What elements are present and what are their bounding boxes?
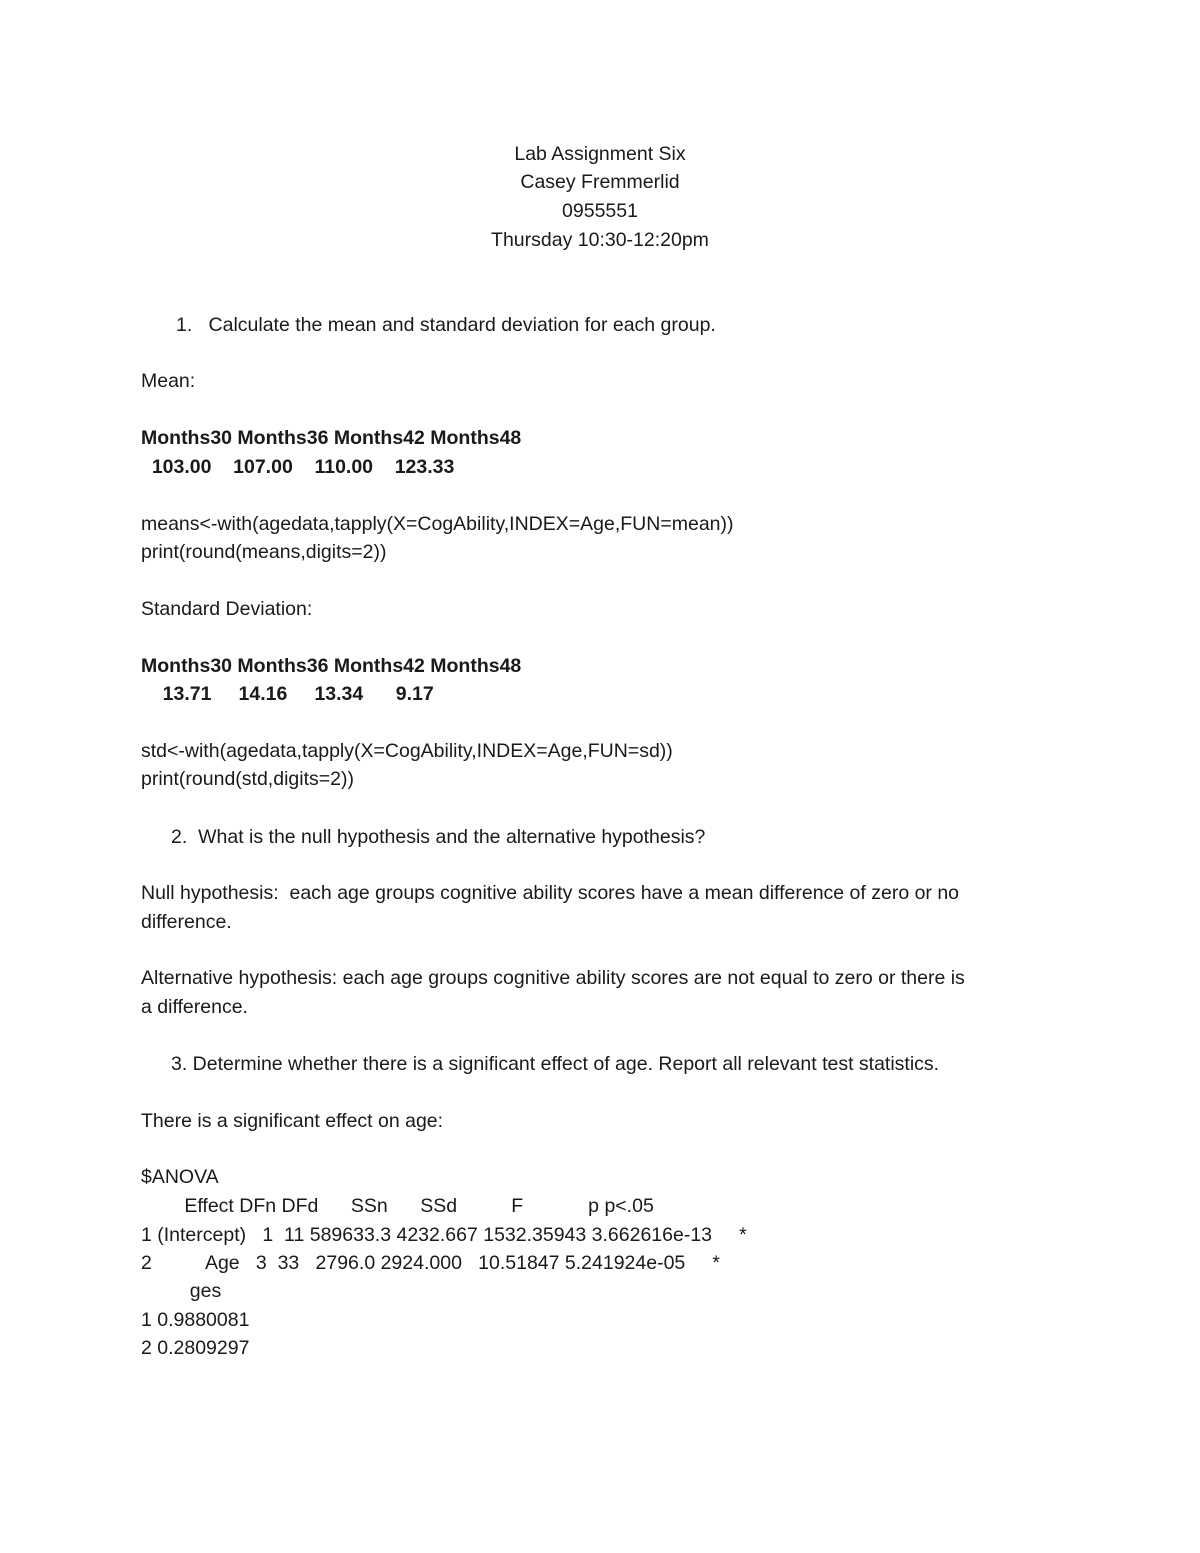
anova-label: $ANOVA (141, 1166, 219, 1188)
student-id: 0955551 (562, 200, 638, 222)
mean-table-header: Months30 Months36 Months42 Months48 (141, 427, 522, 449)
q3-answer: There is a significant effect on age: (141, 1110, 444, 1132)
sd-table-header: Months30 Months36 Months42 Months48 (141, 655, 522, 677)
class-schedule: Thursday 10:30-12:20pm (491, 229, 709, 251)
question-2: 2. What is the null hypothesis and the alternative hypothesis? (171, 826, 706, 848)
question-3: 3. Determine whether there is a significant effect of age. Report all relevant test statistics. (171, 1053, 940, 1075)
ges-header: ges (141, 1280, 222, 1302)
sd-code-line-2: print(round(std,digits=2)) (141, 768, 354, 790)
document-title: Lab Assignment Six (514, 143, 686, 165)
question-1: 1. Calculate the mean and standard deviation for each group. (176, 314, 716, 336)
anova-table-header: Effect DFn DFd SSn SSd F p p<.05 (141, 1195, 654, 1217)
mean-code-line-1: means<-with(agedata,tapply(X=CogAbility,INDEX=Age,FUN=mean)) (141, 513, 734, 535)
author-name: Casey Fremmerlid (520, 171, 680, 193)
sd-label: Standard Deviation: (141, 598, 313, 620)
sd-code-line-1: std<-with(agedata,tapply(X=CogAbility,INDEX=Age,FUN=sd)) (141, 740, 673, 762)
ges-row: 2 0.2809297 (141, 1337, 250, 1359)
mean-code-line-2: print(round(means,digits=2)) (141, 541, 387, 563)
anova-table-row: 1 (Intercept) 1 11 589633.3 4232.667 1532.35943 3.662616e-13 * (141, 1224, 747, 1246)
sd-table-values: 13.71 14.16 13.34 9.17 (141, 683, 434, 705)
alt-hypothesis-line-1: Alternative hypothesis: each age groups cognitive ability scores are not equal to zero or there is (141, 967, 965, 989)
anova-table-row: 2 Age 3 33 2796.0 2924.000 10.51847 5.241924e-05 * (141, 1252, 720, 1274)
alt-hypothesis-line-2: a difference. (141, 996, 248, 1018)
mean-table-values: 103.00 107.00 110.00 123.33 (141, 456, 455, 478)
mean-label: Mean: (141, 370, 196, 392)
ges-row: 1 0.9880081 (141, 1309, 250, 1331)
null-hypothesis-line-2: difference. (141, 911, 232, 933)
null-hypothesis-line-1: Null hypothesis: each age groups cognitive ability scores have a mean difference of zero or no (141, 882, 960, 904)
